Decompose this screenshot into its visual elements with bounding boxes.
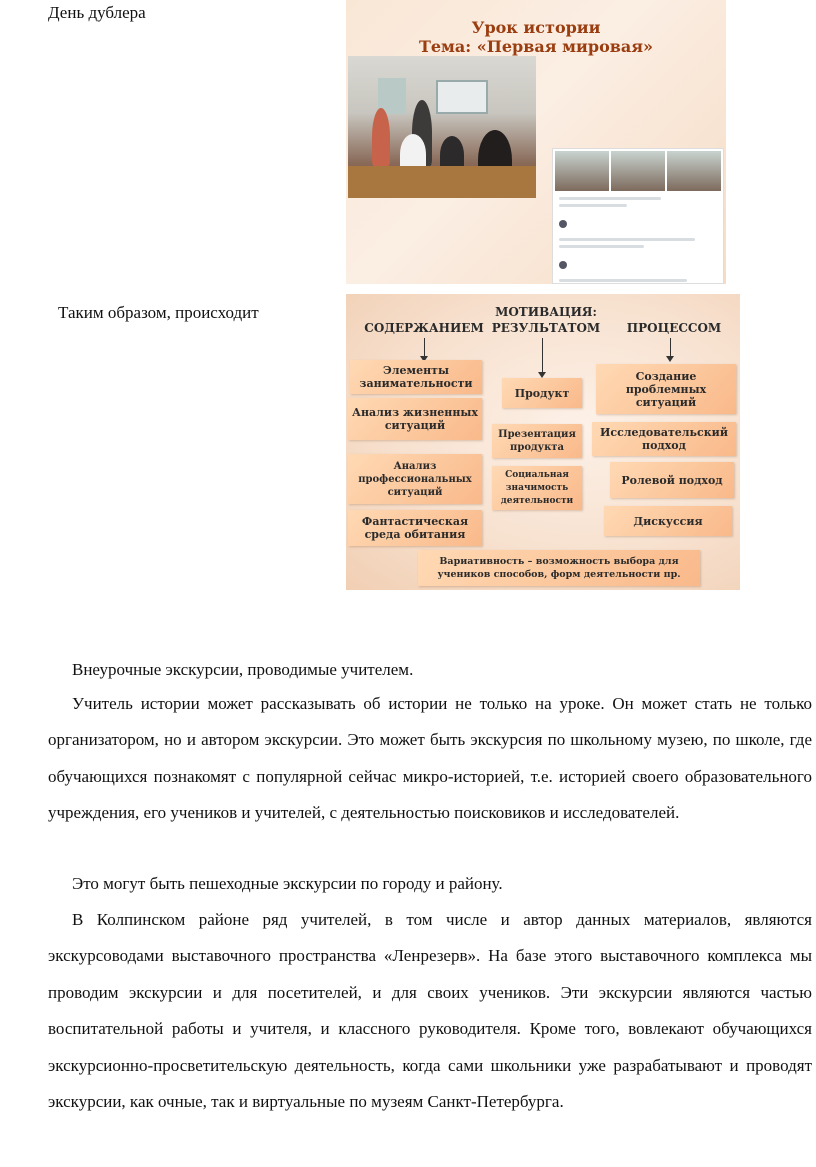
box-prof-situations: Анализ профессиональных ситуаций bbox=[348, 454, 482, 504]
header-motivation: МОТИВАЦИЯ: bbox=[495, 305, 597, 319]
header-result: РЕЗУЛЬТАТОМ bbox=[491, 321, 601, 335]
box-role-approach: Ролевой подход bbox=[610, 462, 734, 498]
caption-thus: Таким образом, происходит bbox=[58, 303, 259, 322]
box-social-significance: Социальная значимость деятельности bbox=[492, 466, 582, 510]
box-problem-situations: Создание проблемных ситуаций bbox=[596, 364, 736, 414]
classroom-photo bbox=[348, 56, 536, 198]
box-discussion: Дискуссия bbox=[604, 506, 732, 536]
box-fantasy-env: Фантастическая среда обитания bbox=[348, 510, 482, 546]
box-entertainment: Элементы занимательности bbox=[350, 360, 482, 394]
slide-title: Урок истории bbox=[471, 18, 601, 37]
box-research-approach: Исследовательский подход bbox=[592, 422, 736, 456]
paragraph-1: Внеурочные экскурсии, проводимые учителем. bbox=[72, 660, 414, 679]
header-process: ПРОЦЕССОМ bbox=[626, 321, 722, 335]
social-post-screenshot bbox=[552, 148, 724, 284]
paragraph-2: Учитель истории может рассказывать об истории не только на уроке. Он может стать не только организатором, но и автором экскурсии. Это может быть экскурсия по школьному музею, по школе, где обучающихся познакомят с популярной сейчас микро-историей, т.е. историей своего образовательного учреждения, его учеников и учителей, с деятельностью поисковиков и исследователей. bbox=[48, 694, 812, 823]
box-product-presentation: Презентация продукта bbox=[492, 424, 582, 458]
box-product: Продукт bbox=[502, 378, 582, 408]
box-life-situations: Анализ жизненных ситуаций bbox=[348, 398, 482, 440]
paragraph-3: Это могут быть пешеходные экскурсии по городу и району. bbox=[72, 874, 503, 893]
box-variability: Вариативность – возможность выбора для учеников способов, форм деятельности пр. bbox=[418, 550, 700, 586]
slide-motivation bbox=[346, 294, 740, 590]
slide-subtitle: Тема: «Первая мировая» bbox=[418, 37, 654, 56]
slide-history-lesson bbox=[346, 0, 726, 284]
header-content: СОДЕРЖАНИЕМ bbox=[364, 321, 484, 335]
caption-day-double: День дублера bbox=[48, 3, 146, 22]
paragraph-4: В Колпинском районе ряд учителей, в том числе и автор данных материалов, являются экскурсоводами выставочного пространства «Ленрезерв». На базе этого выставочного комплекса мы проводим экскурсии и для посетителей, и для своих учеников. Эти экскурсии являются частью воспитательной работы и учителя, и классного руководителя. Кроме того, вовлекают обучающихся экскурсионно-просветительскую деятельность, когда сами школьники уже разрабатывают и проводят экскурсии, как очные, так и виртуальные по музеям Санкт-Петербурга. bbox=[48, 910, 812, 1112]
